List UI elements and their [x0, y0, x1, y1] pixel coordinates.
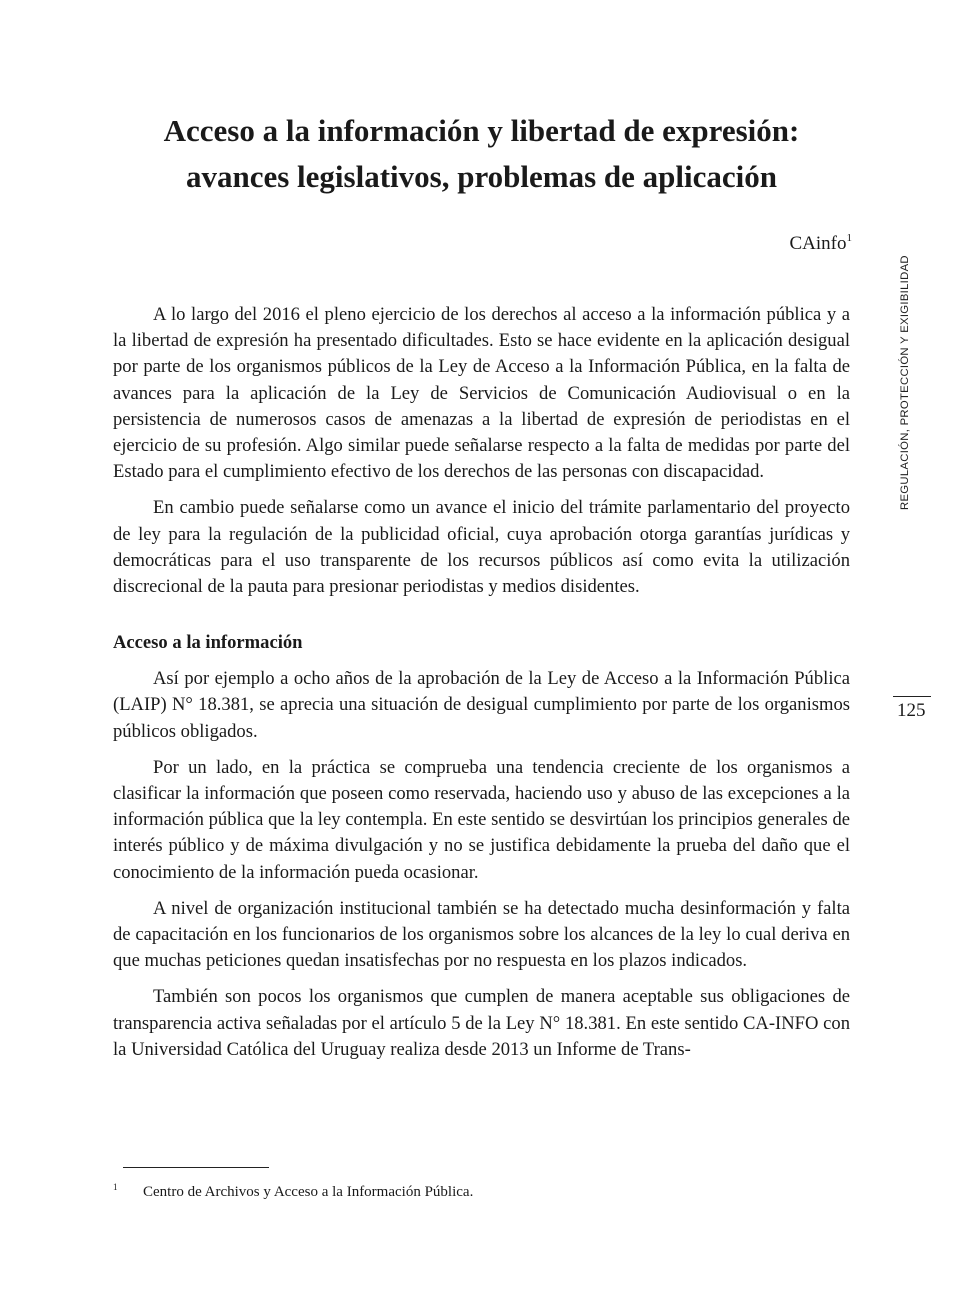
footnote-separator — [123, 1167, 269, 1168]
author-byline — [790, 226, 853, 256]
footnote-text: Centro de Archivos y Acceso a la Información Pública. — [143, 1184, 474, 1200]
side-section-label: REGULACIÓN, PROTECCIÓN Y EXIGIBILIDAD — [899, 255, 911, 510]
article-title — [113, 108, 850, 200]
author-footnote-ref: 1 — [846, 232, 852, 244]
intro-paragraph-1: A lo largo del 2016 el pleno ejercicio de los derechos al acceso a la información pública y a la libertad de expresión ha presentado dificultades. Esto se hace evidente en la aplicación desigual por parte de los organismos públicos de la Ley de Acceso a la Información Pública, en la falta de avances para la aplicación de la Ley de Servicios de Comunicación Audiovisual o en la persistencia de numerosos casos de amenazas a la libertad de expresión de periodistas en el ejercicio de su profesión. Algo similar puede señalarse respecto a la falta de medidas por parte del Estado para el cumplimiento efectivo de los derechos de las personas con discapacidad. — [113, 304, 850, 483]
page-number-rule — [893, 696, 931, 697]
section-paragraph-3: A nivel de organización institucional también se ha detectado mucha desinformación y falta de capacitación en los funcionarios de los organismos sobre los alcances de la ley lo cual deriva en que muchas peticiones quedan insatisfechas por no respuesta en los plazos indicados. — [113, 897, 850, 972]
footnote-number: 1 — [113, 1182, 118, 1192]
section-paragraph-2: Por un lado, en la práctica se comprueba una tendencia creciente de los organismos a clasificar la información que poseen como reservada, haciendo uso y abuso de las excepciones a la información pública que la ley contempla. En este sentido se desvirtúan los principios generales de interés público y de máxima divulgación y no se justifica debidamente la prueba del daño que el conocimiento de la información pueda ocasionar. — [113, 756, 850, 883]
title-line-2: avances legislativos, problemas de aplicación — [185, 159, 777, 194]
author-name: CAinfo — [789, 233, 847, 254]
section-paragraph-4: También son pocos los organismos que cumplen de manera aceptable sus obligaciones de transparencia activa señaladas por el artículo 5 de la Ley N° 18.381. En este sentido CA-INFO con la Universidad Católica del Uruguay realiza desde 2013 un Informe de Trans- — [113, 986, 850, 1060]
page-number: 125 — [897, 700, 926, 721]
section-heading: Acceso a la información — [113, 632, 303, 654]
footnote — [113, 1177, 473, 1202]
section-paragraph-1: Así por ejemplo a ocho años de la aprobación de la Ley de Acceso a la Información Pública (LAIP) N° 18.381, se aprecia una situación de desigual cumplimiento por parte de los organismos públicos obligados. — [113, 668, 850, 742]
title-line-1: Acceso a la información y libertad de expresión: — [163, 113, 800, 148]
article-body — [113, 302, 850, 1073]
intro-paragraph-2: En cambio puede señalarse como un avance el inicio del trámite parlamentario del proyecto de ley para la regulación de la publicidad oficial, cuya aprobación otorga garantías jurídicas y democráticas para el uso transparente de los recursos públicos así como evita la utilización discrecional de la pauta para presionar periodistas y medios disidentes. — [113, 497, 850, 598]
